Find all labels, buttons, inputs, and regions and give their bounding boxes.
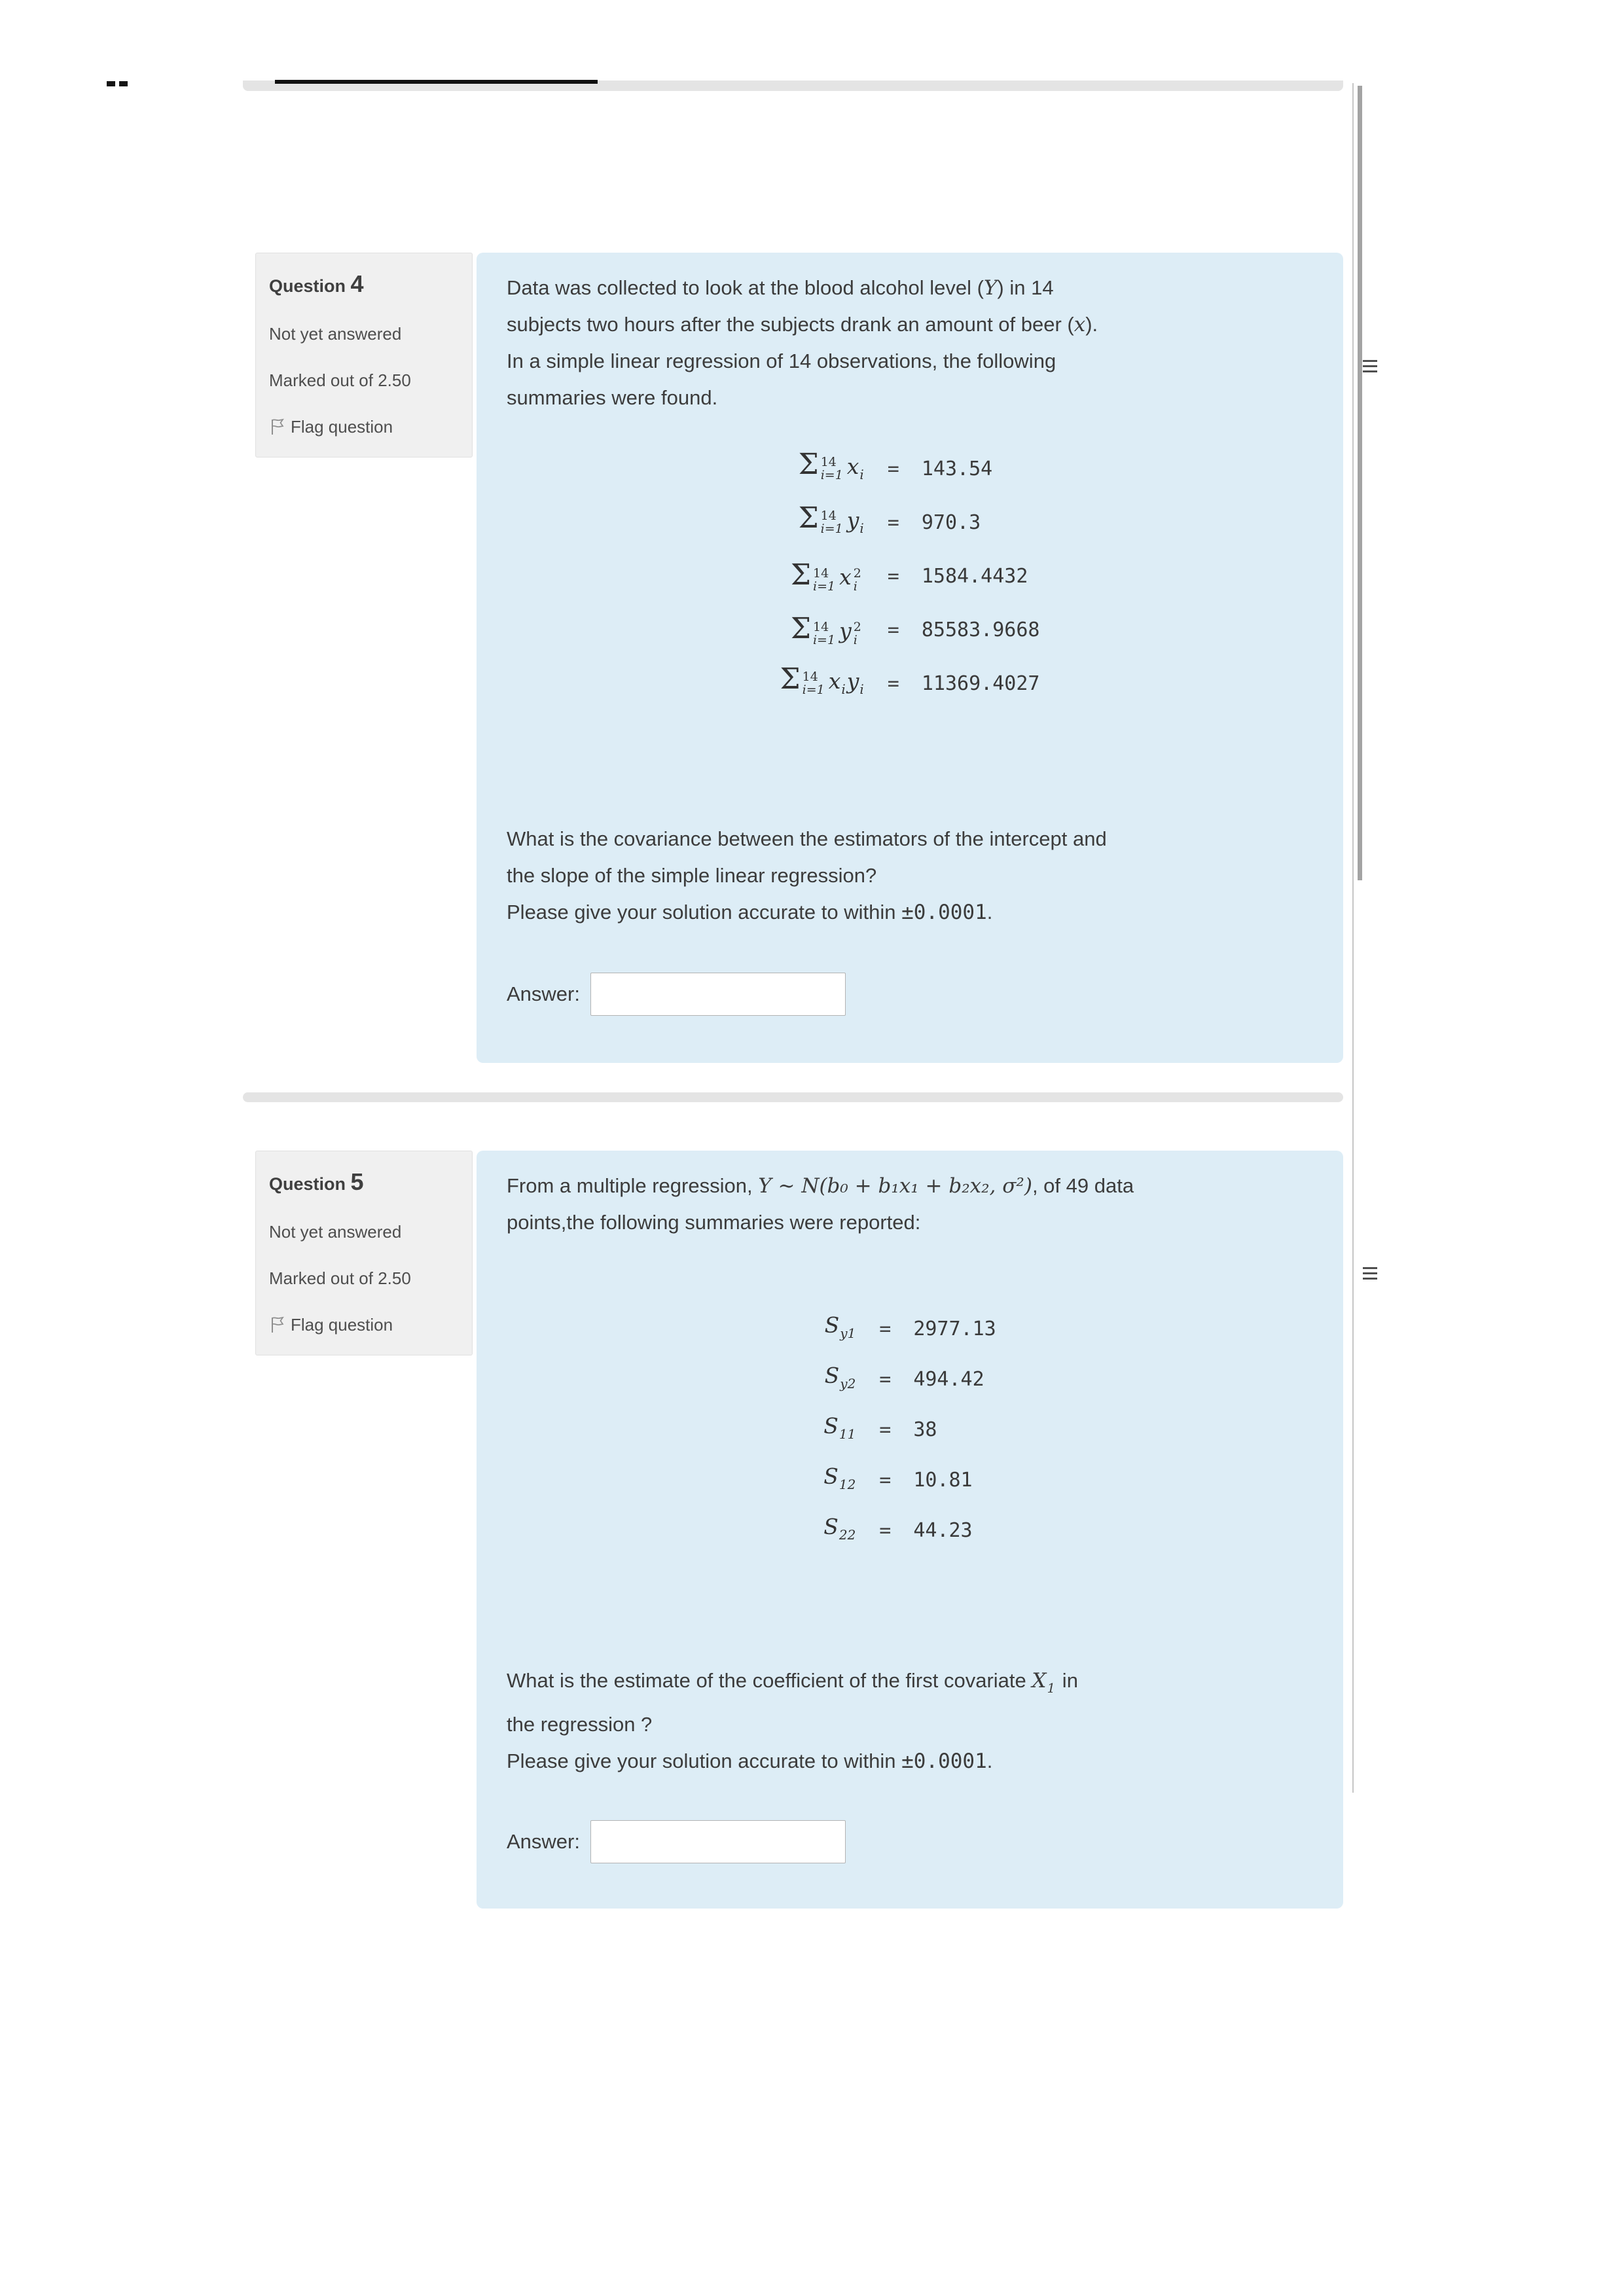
- flag-question-label: Flag question: [291, 1315, 393, 1335]
- sum-lower: i=1: [813, 579, 836, 594]
- accuracy-text: Please give your solution accurate to within: [507, 1749, 902, 1772]
- sigma-symbol: Σ: [798, 447, 819, 481]
- variable-supsub: [854, 567, 861, 594]
- accuracy-value: ±0.0001: [901, 901, 987, 924]
- scrollbar-thumb[interactable]: [1358, 86, 1362, 880]
- variable: S: [824, 1312, 840, 1338]
- variable: x: [828, 668, 841, 694]
- intro-text: ).: [1085, 313, 1098, 336]
- variable-subscript: i: [859, 466, 864, 482]
- question-number: [269, 1168, 459, 1196]
- question-4-intro: [507, 270, 1313, 416]
- intro-text: In a simple linear regression of 14 observations, the following: [507, 350, 1056, 372]
- question-4-content: [477, 253, 1343, 1063]
- variable-subscript: 22: [839, 1526, 856, 1543]
- drag-handle-icon[interactable]: [1363, 360, 1377, 372]
- intro-text: points,the following summaries were reported:: [507, 1211, 921, 1234]
- sum-limits: [821, 456, 843, 482]
- question-5-content: [477, 1151, 1343, 1909]
- question-5-prompt: [507, 1662, 1313, 1780]
- answer-row: [507, 973, 1313, 1016]
- variable-subscript: i: [859, 681, 864, 697]
- variable: y: [846, 507, 859, 533]
- equation-value: 1584.4432: [921, 565, 1028, 588]
- equation-value: 970.3: [921, 511, 981, 534]
- variable-subscript: y2: [840, 1375, 856, 1391]
- drag-handle-icon[interactable]: [1363, 1267, 1377, 1280]
- top-left-dash: [119, 81, 128, 86]
- equals-sign: =: [879, 1468, 892, 1492]
- sum-lower: i=1: [812, 632, 836, 647]
- variable: x: [846, 453, 859, 479]
- equation-value: 11369.4027: [921, 672, 1040, 695]
- question-status: Not yet answered: [269, 324, 402, 344]
- accuracy-text: .: [986, 1749, 993, 1772]
- sum-limits: [813, 621, 835, 647]
- sum-limits: [813, 567, 835, 594]
- sum-upper: 14: [812, 619, 829, 634]
- variable: x: [839, 564, 852, 590]
- math-var-x1-subscript: 1: [1047, 1680, 1056, 1696]
- intro-text: From a multiple regression,: [507, 1174, 759, 1197]
- equals-sign: =: [887, 457, 899, 480]
- equation-lhs: [825, 1307, 857, 1352]
- equation-lhs: [799, 446, 865, 493]
- equals-sign: =: [879, 1367, 892, 1391]
- variable-subscript: y1: [840, 1325, 856, 1341]
- flag-icon: [269, 1316, 285, 1334]
- answer-label: Answer:: [507, 982, 580, 1005]
- equals-sign: =: [879, 1518, 892, 1542]
- accuracy-value: ±0.0001: [901, 1749, 987, 1773]
- math-var-y: Y: [983, 276, 998, 300]
- sum-lower: i=1: [820, 468, 843, 483]
- question-grade: Marked out of 2.50: [269, 370, 411, 390]
- variable: S: [823, 1513, 839, 1539]
- sum-limits: [821, 510, 843, 536]
- intro-text: Data was collected to look at the blood alcohol level (: [507, 276, 984, 299]
- answer-row: [507, 1820, 1313, 1863]
- accuracy-text: Please give your solution accurate to within: [507, 901, 902, 924]
- equation-lhs: [823, 1509, 857, 1553]
- scrollbar-track[interactable]: [1352, 83, 1354, 1793]
- answer-label: Answer:: [507, 1830, 580, 1853]
- equation-lhs: [823, 1458, 857, 1503]
- equals-sign: =: [887, 619, 899, 641]
- question-4-info-panel: [255, 253, 473, 457]
- variable: y: [846, 668, 859, 694]
- question-4-prompt: [507, 821, 1313, 931]
- equation-lhs: [791, 557, 865, 596]
- question-4-answer-input[interactable]: [590, 973, 846, 1016]
- sum-upper: 14: [820, 509, 837, 524]
- sum-upper: 14: [802, 670, 818, 685]
- equation-lhs: [791, 611, 865, 650]
- variable: y: [839, 618, 852, 643]
- equals-sign: =: [879, 1317, 892, 1340]
- variable-superscript: 2: [853, 565, 861, 581]
- question-grade: Marked out of 2.50: [269, 1268, 411, 1288]
- variable-subscript: i: [853, 579, 857, 594]
- sum-lower: i=1: [802, 683, 825, 698]
- variable: S: [823, 1412, 839, 1439]
- question-divider: [243, 1092, 1343, 1102]
- prompt-text: What is the covariance between the estimators of the intercept and: [507, 827, 1107, 850]
- prompt-text: in: [1056, 1669, 1078, 1692]
- flag-question-link[interactable]: [269, 1315, 459, 1335]
- sum-upper: 14: [820, 455, 837, 470]
- prompt-text: the slope of the simple linear regression?: [507, 864, 877, 887]
- sum-upper: 14: [813, 565, 829, 581]
- summary-equations: [823, 1304, 996, 1556]
- equals-sign: =: [887, 672, 899, 695]
- variable-subscript: i: [841, 681, 846, 697]
- intro-text: subjects two hours after the subjects drank an amount of beer (: [507, 313, 1074, 336]
- equation-value: 38: [913, 1418, 937, 1441]
- prompt-text: What is the estimate of the coefficient of the first covariate: [507, 1669, 1032, 1692]
- sigma-symbol: Σ: [780, 662, 801, 696]
- sigma-symbol: Σ: [798, 501, 819, 535]
- flag-icon: [269, 418, 285, 436]
- sigma-symbol: Σ: [790, 558, 812, 592]
- sigma-symbol: Σ: [790, 612, 811, 645]
- equation-value: 85583.9668: [921, 619, 1040, 641]
- question-status: Not yet answered: [269, 1222, 402, 1242]
- previous-block-edge-dark: [275, 80, 598, 84]
- question-label: Question: [269, 1174, 346, 1194]
- math-var-x: x: [1074, 313, 1086, 336]
- summary-equations: [780, 442, 1040, 711]
- question-label: Question: [269, 276, 346, 296]
- sum-lower: i=1: [820, 522, 843, 537]
- flag-question-link[interactable]: [269, 417, 459, 437]
- equals-sign: =: [887, 565, 899, 588]
- equals-sign: =: [879, 1418, 892, 1441]
- variable-subscript: 11: [839, 1426, 856, 1442]
- equation-lhs: [780, 661, 865, 708]
- intro-text: , of 49 data: [1032, 1174, 1134, 1197]
- variable-superscript: 2: [853, 619, 861, 634]
- variable-subscript: i: [853, 632, 857, 647]
- equation-value: 2977.13: [913, 1317, 996, 1340]
- math-var-x1: X: [1032, 1669, 1047, 1693]
- accuracy-text: .: [986, 901, 993, 924]
- intro-text: summaries were found.: [507, 386, 718, 409]
- equation-lhs: [825, 1357, 857, 1402]
- flag-question-label: Flag question: [291, 417, 393, 437]
- question-5-info-panel: [255, 1151, 473, 1355]
- variable-subscript: 12: [839, 1476, 856, 1492]
- equation-value: 143.54: [921, 457, 993, 480]
- question-number-value: 4: [350, 270, 364, 297]
- question-number-value: 5: [350, 1168, 364, 1195]
- question-5-intro: [507, 1168, 1313, 1241]
- question-5-answer-input[interactable]: [590, 1820, 846, 1863]
- math-model-expression: Y ∼ N(b₀ + b₁x₁ + b₂x₂, σ²): [758, 1174, 1032, 1198]
- equation-value: 10.81: [913, 1468, 973, 1492]
- equation-value: 44.23: [913, 1518, 973, 1542]
- variable-subscript: i: [859, 520, 864, 536]
- variable: S: [823, 1463, 839, 1489]
- equation-value: 494.42: [913, 1367, 984, 1391]
- sum-limits: [803, 671, 825, 697]
- prompt-text: the regression ?: [507, 1713, 653, 1736]
- equals-sign: =: [887, 511, 899, 534]
- variable: S: [824, 1362, 840, 1388]
- variable-supsub: [854, 621, 861, 647]
- intro-text: ) in 14: [997, 276, 1054, 299]
- equation-lhs: [823, 1408, 857, 1452]
- question-number: [269, 270, 459, 298]
- top-left-dash: [107, 81, 115, 86]
- equation-lhs: [799, 500, 865, 547]
